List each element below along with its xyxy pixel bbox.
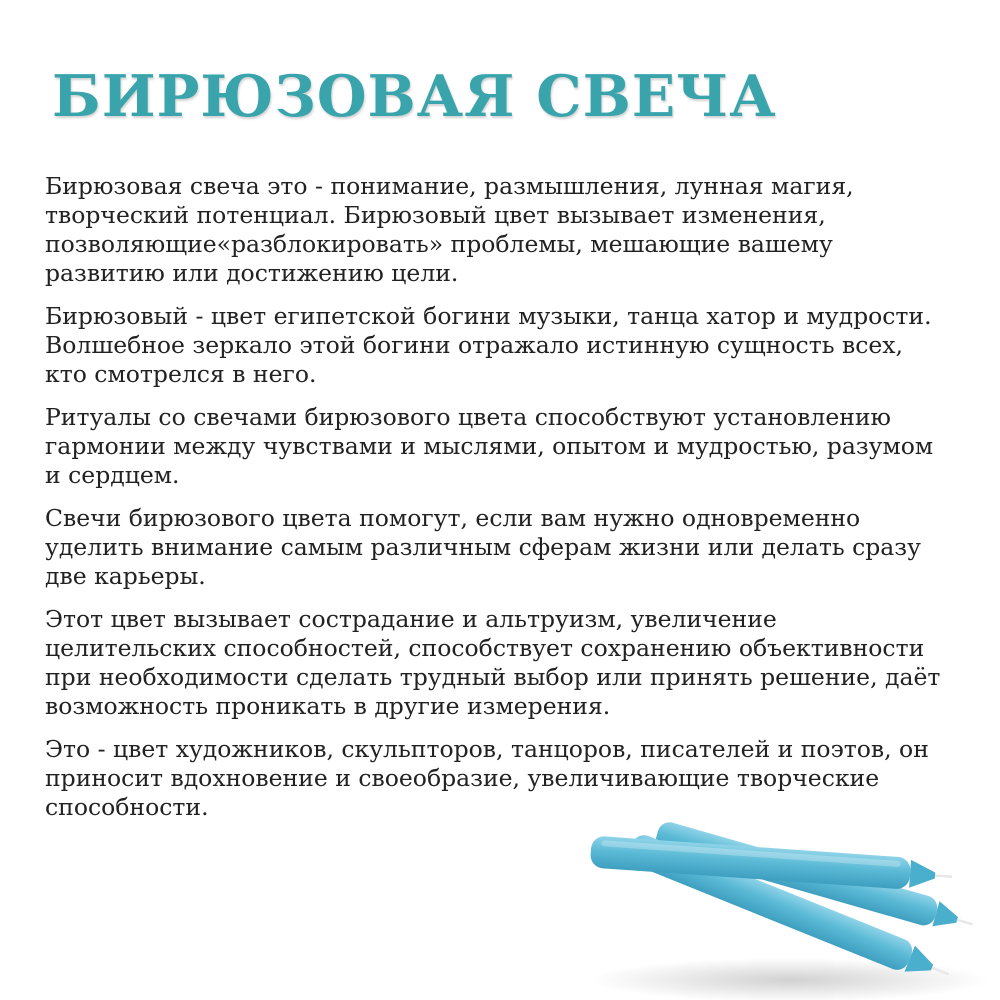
paragraph-5: Этот цвет вызывает сострадание и альтруизм, увеличение целительских способностей, способствует сохранению объективности при необходимости сделать трудный выбор или принять решение, даёт возможность проникать в другие измерения.	[45, 605, 941, 720]
turquoise-candles-icon	[570, 820, 990, 1000]
paragraph-4: Свечи бирюзового цвета помогут, если вам нужно одновременно уделить внимание самым различным сферам жизни или делать сразу две карьеры.	[45, 504, 921, 590]
candle-front	[590, 835, 953, 892]
paragraph-1: Бирюзовая свеча это - понимание, размышления, лунная магия, творческий потенциал. Бирюзовый цвет вызывает изменения, позволяющие«разблокировать» проблемы, мешающие вашему развитию или достижению цели.	[45, 172, 854, 287]
page-title: БИРЮЗОВАЯ СВЕЧА	[52, 63, 777, 130]
paragraph-6: Это - цвет художников, скульпторов, танцоров, писателей и поэтов, он приносит вдохновение и своеобразие, увеличивающие творческие способности.	[45, 735, 929, 821]
paragraph-3: Ритуалы со свечами бирюзового цвета способствуют установлению гармонии между чувствами и мыслями, опытом и мудростью, разумом и сердцем.	[45, 403, 934, 489]
paragraph-2: Бирюзовый - цвет египетской богини музыки, танца хатор и мудрости. Волшебное зеркало этой богини отражало истинную сущность всех, кто смотрелся в него.	[45, 302, 932, 388]
article-body	[45, 172, 950, 836]
